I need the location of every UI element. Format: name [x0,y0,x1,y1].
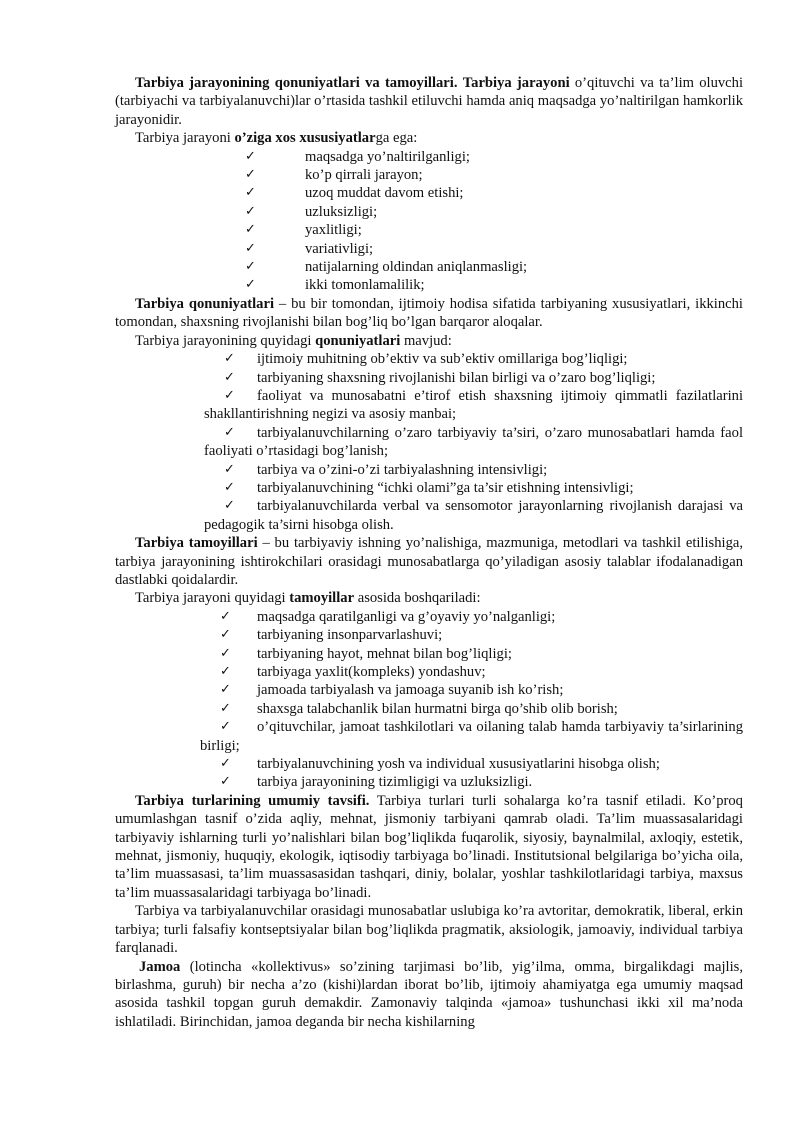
paragraph-text: o’qituvchi va ta’lim oluvchi (tarbiyachi va tarbiyalanuvchi)lar o’rtasida tashkil etiluvchi hamda aniq maqsadga yo’naltirilgan hamkorlik jarayonidir. [115,75,743,128]
check-icon: ✓ [220,682,231,698]
features-lead [115,129,743,147]
check-icon: ✓ [224,479,235,495]
lead-text: ga ega: [375,130,418,147]
list-item-text: tarbiyalanuvchining “ichki olami”ga ta’sir etishning intensivligi; [257,479,634,496]
check-icon: ✓ [245,148,256,164]
term-bold: Tarbiya qonuniyatlari [135,295,274,312]
lead-text: mavjud: [400,332,452,349]
list-item [115,166,743,184]
check-icon: ✓ [220,719,231,735]
lead-text: Tarbiya jarayoni quyidagi [135,590,290,607]
principles-lead [115,589,743,607]
term-bold: Jamoa [139,958,181,975]
list-item-text: yaxlitligi; [305,222,362,239]
check-icon: ✓ [245,167,256,183]
styles-paragraph: Tarbiya va tarbiyalanuvchilar orasidagi munosabatlar uslubiga ko’ra avtoritar, demokratik, liberal, erkin tarbiya; turli falsafiy kontseptsiyalar bilan bog’liqlikda pragmatik, aksiologik, jamoaviy, individual tarbiya farqlanadi. [115,903,743,957]
list-item-text: tarbiya jarayonining tizimligigi va uzluksizligi. [257,774,533,791]
list-item [115,240,743,258]
laws-list [115,350,743,534]
list-item-text: uzluksizligi; [305,203,378,220]
list-item-text: ikki tomonlamalilik; [305,277,425,294]
list-item [115,369,743,387]
list-item-text: tarbiyaning insonparvarlashuvi; [257,627,443,644]
list-item [115,608,743,626]
term-bold: Tarbiya jarayoni [462,75,570,91]
list-item [115,350,743,368]
list-item [115,626,743,644]
check-icon: ✓ [224,461,235,477]
term-bold: qonuniyatlari [315,332,401,349]
list-item-text: maqsadga yo’naltirilganligi; [305,148,470,165]
check-icon: ✓ [220,756,231,772]
list-item-text: tarbiyaning shaxsning rivojlanishi bilan birligi va o’zaro bog’liqligi; [257,369,656,386]
laws-lead [115,332,743,350]
check-icon: ✓ [224,387,235,403]
list-item [115,718,743,755]
list-item-text: jamoada tarbiyalash va jamoaga suyanib ish ko’rish; [257,682,564,699]
list-item-text: tarbiyaga yaxlit(kompleks) yondashuv; [257,664,486,680]
paragraph-text: (lotincha «kollektivus» so’zining tarjimasi bo’lib, yig’ilma, omma, birgalikdagi majlis, birlashma, guruh) bir necha a’zo (kishi)lardan iborat bo’lib, ijtimoiy ahamiyatga ega umumiy maqsad asosida tashkil topgan guruh demakdir. Zamonaviy talqinda «jamoa» tushunchasi ikki xil ma’noda ishlatiladi. Birinchidan, jamoa deganda bir necha kishilarning [115,958,743,1030]
intro-paragraph [115,74,743,129]
list-item [115,148,743,166]
section-heading: Tarbiya jarayonining qonuniyatlari va tamoyillari. [135,75,458,91]
list-item-text: shaxsga talabchanlik bilan hurmatni birga qo’shib olib borish; [257,700,618,717]
list-item [115,184,743,202]
list-item [115,424,743,461]
paragraph-text: – bu tarbiyaviy ishning yo’nalishiga, mazmuniga, metodlari va tashkil etilishiga, tarbiya jarayonining ishtirokchilari orasidagi munosabatlarga qo’yiladigan asosiy talablar ifodalanadigan dastlabki qoidalardir. [115,535,743,588]
principles-definition [115,534,743,589]
list-item [115,755,743,773]
list-item [115,645,743,663]
list-item-text: variativligi; [305,240,374,257]
jamoa-paragraph [115,958,743,1032]
list-item [115,387,743,424]
check-icon: ✓ [245,185,256,201]
features-list [115,148,743,295]
laws-definition [115,295,743,332]
check-icon: ✓ [220,645,231,661]
list-item [115,681,743,699]
list-item [115,479,743,497]
list-item [115,663,743,681]
check-icon: ✓ [224,498,235,514]
check-icon: ✓ [224,369,235,385]
list-item-text: tarbiyalanuvchilarda verbal va sensomotor jarayonlarning rivojlanish darajasi va pedagogik ta’sirni hisobga olish. [204,498,743,533]
check-icon: ✓ [245,259,256,275]
lead-text: asosida boshqariladi: [354,590,481,607]
lead-text: Tarbiya jarayonining quyidagi [135,332,316,349]
check-icon: ✓ [220,664,231,679]
list-item-text: maqsadga qaratilganligi va g’oyaviy yo’nalganligi; [257,608,556,625]
check-icon: ✓ [220,774,231,790]
check-icon: ✓ [220,700,231,716]
check-icon: ✓ [245,240,256,256]
list-item-text: tarbiya va o’zini-o’zi tarbiyalashning intensivligi; [257,461,548,478]
types-paragraph [115,792,743,902]
check-icon: ✓ [224,424,235,440]
check-icon: ✓ [245,222,256,238]
lead-text: Tarbiya jarayoni [135,130,235,147]
list-item-text: tarbiyaning hayot, mehnat bilan bog’liqligi; [257,645,512,662]
list-item [115,773,743,791]
document-page [115,74,743,1031]
list-item-text: tarbiyalanuvchilarning o’zaro tarbiyaviy ta’siri, o’zaro munosabatlari hamda faol faoliyati o’rtasidagi bog’lanish; [204,424,743,460]
section-heading: Tarbiya turlarining umumiy tavsifi. [135,792,370,809]
check-icon: ✓ [220,627,231,643]
list-item [115,258,743,276]
list-item-text: o’qituvchilar, jamoat tashkilotlari va oilaning talab hamda tarbiyaviy ta’sirlarining birligi; [200,719,743,754]
list-item [115,221,743,239]
term-bold: tamoyillar [289,590,355,607]
check-icon: ✓ [220,608,231,624]
list-item [115,203,743,221]
list-item [115,497,743,534]
check-icon: ✓ [245,277,256,293]
check-icon: ✓ [224,351,235,367]
list-item-text: faoliyat va munosabatni e’tirof etish shaxsning ijtimoiy qimmatli fazilatlarini shakllantirishning negizi va asosiy manbai; [204,387,743,423]
list-item-text: tarbiyalanuvchining yosh va individual xususiyatlarini hisobga olish; [257,756,660,773]
list-item-text: uzoq muddat davom etishi; [305,185,464,202]
term-bold: Tarbiya tamoyillari [135,535,258,552]
check-icon: ✓ [245,203,256,219]
principles-list [115,608,743,792]
term-bold: o’ziga xos xususiyatlar [234,130,376,147]
list-item-text: ijtimoiy muhitning ob’ektiv va sub’ektiv omillariga bog’liqligi; [257,351,628,368]
list-item-text: ko’p qirrali jarayon; [305,167,423,184]
paragraph-text: Tarbiya turlari turli sohalarga ko’ra tasnif etiladi. Ko’proq umumlashgan tasnif o’zida aqliy, mehnat, jismoniy tarbiyani qamrab oladi. Ta’lim muassasalaridagi tarbiyaviy ishlarning turli yo’nalishlari bilan bog’liqlikda fuqarolik, siyosiy, baynalmilal, axloqiy, estetik, mehnat, jismoniy, huquqiy, ekologik, iqtisodiy tarbiyaga bo’linadi. Institutsional belgilariga bo’yicha oila, ta’lim muassasasi, ta’lim muassasasidan tashqari, diniy, bolalar, yoshlar tashkilotlaridagi tarbiya, maxsus ta’lim muassasalaridagi tarbiyaga bo’linadi. [115,792,743,901]
list-item [115,461,743,479]
paragraph-text: – bu bir tomondan, ijtimoiy hodisa sifatida tarbiyaning xususiyatlari, ikkinchi tomondan, shaxsning rivojlanishi bilan bog’liq bo’lgan barqaror aloqalar. [115,295,743,331]
list-item-text: natijalarning oldindan aniqlanmasligi; [305,259,528,276]
list-item [115,700,743,718]
list-item [115,276,743,294]
